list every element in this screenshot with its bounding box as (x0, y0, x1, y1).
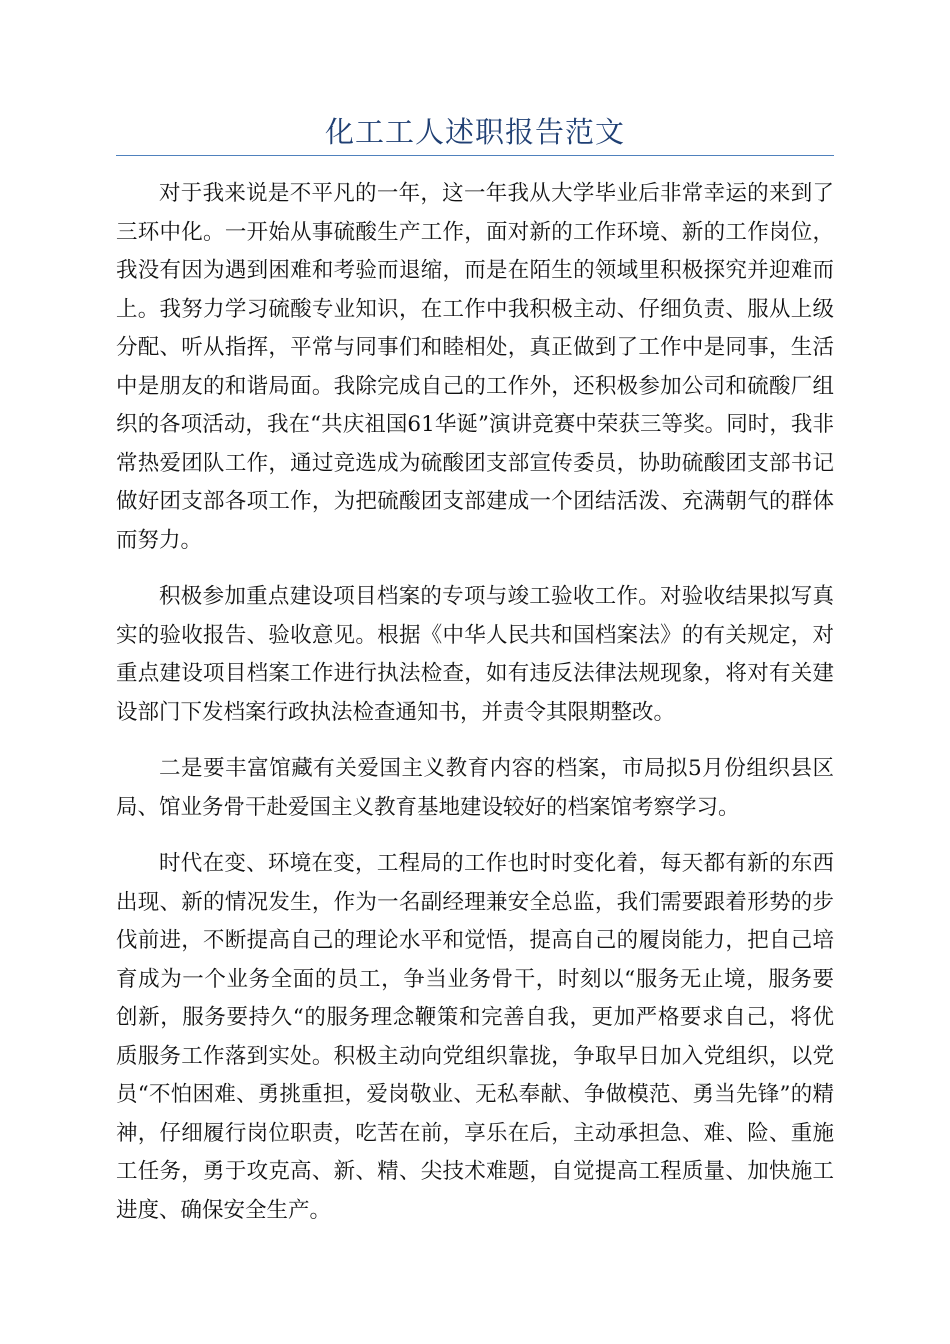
document-body (116, 175, 834, 1248)
title-underline (116, 155, 834, 156)
document-title: 化工工人述职报告范文 (324, 115, 625, 149)
paragraph-4: 时代在变、环境在变，工程局的工作也时时变化着，每天都有新的东西出现、新的情况发生，作为一名副经理兼安全总监，我们需要跟着形势的步伐前进，不断提高自己的理论水平和觉悟，提高自己的履岗能力，把自己培育成为一个业务全面的员工，争当业务骨干，时刻以“服务无止境，服务要创新，服务要持久“的服务理念鞭策和完善自我，更加严格要求自己，将优质服务工作落到实处。积极主动向党组织靠拢，争取早日加入党组织，以党员“不怕困难、勇挑重担，爱岗敬业、无私奉献、争做模范、勇当先锋”的精神，仔细履行岗位职责，吃苦在前，享乐在后，主动承担急、难、险、重施工任务，勇于攻克高、新、精、尖技术难题，自觉提高工程质量、加快施工进度、确保安全生产。 (116, 851, 834, 1223)
paragraph-2: 积极参加重点建设项目档案的专项与竣工验收工作。对验收结果拟写真实的验收报告、验收意见。根据《中华人民共和国档案法》的有关规定，对重点建设项目档案工作进行执法检查，如有违反法律法规现象，将对有关建设部门下发档案行政执法检查通知书，并责令其限期整改。 (116, 584, 834, 725)
paragraph-3: 二是要丰富馆藏有关爱国主义教育内容的档案，市局拟5月份组织县区局、馆业务骨干赴爱国主义教育基地建设较好的档案馆考察学习。 (116, 756, 834, 820)
paragraph-1: 对于我来说是不平凡的一年，这一年我从大学毕业后非常幸运的来到了三环中化。一开始从事硫酸生产工作，面对新的工作环境、新的工作岗位，我没有因为遇到困难和考验而退缩，而是在陌生的领域里积极探究并迎难而上。我努力学习硫酸专业知识，在工作中我积极主动、仔细负责、服从上级分配、听从指挥，平常与同事们和睦相处，真正做到了工作中是同事，生活中是朋友的和谐局面。我除完成自己的工作外，还积极参加公司和硫酸厂组织的各项活动，我在“共庆祖国61华诞”演讲竞赛中荣获三等奖。同时，我非常热爱团队工作，通过竞选成为硫酸团支部宣传委员，协助硫酸团支部书记做好团支部各项工作，为把硫酸团支部建成一个团结活泼、充满朝气的群体而努力。 (116, 181, 834, 553)
